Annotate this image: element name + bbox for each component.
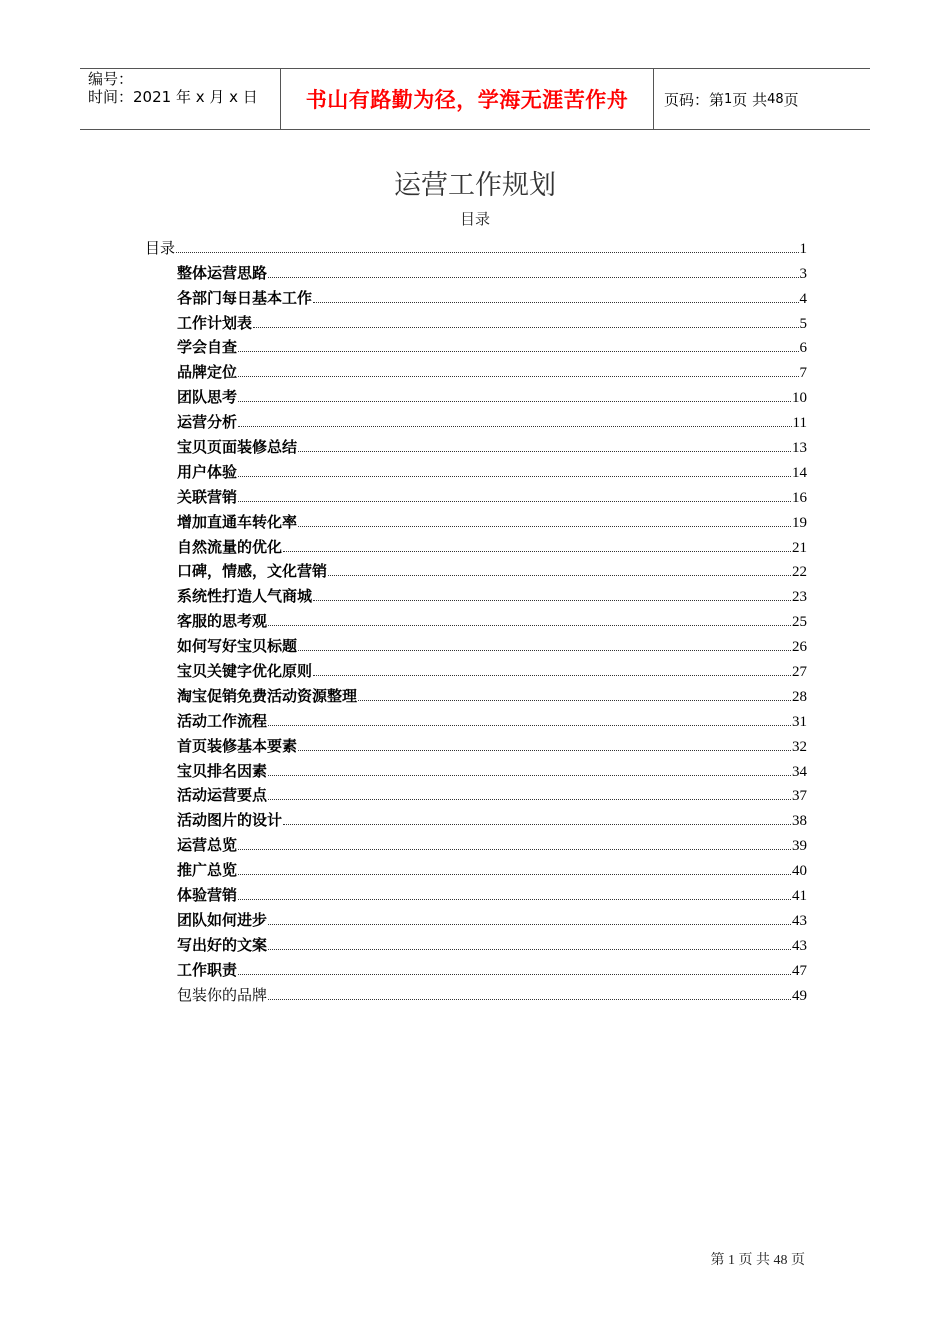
toc-entry-title: 用户体验 [177,462,238,481]
page-header [80,68,870,130]
table-of-contents [145,233,807,1005]
toc-entry[interactable] [145,756,807,781]
toc-leader-dots [313,674,791,676]
toc-entry[interactable] [145,930,807,955]
toc-leader-dots [268,624,791,626]
toc-entry-page: 25 [792,614,807,631]
header-page-current: 1 [724,91,733,107]
toc-entry-page: 43 [792,937,807,954]
toc-entry[interactable] [145,382,807,407]
toc-entry-title: 活动工作流程 [177,711,268,730]
document-time-label: 时间：2021 年 x 月 x 日 [88,88,258,106]
toc-leader-dots [238,350,798,352]
toc-entry-page: 4 [799,290,807,307]
toc-entry-page: 31 [792,713,807,730]
toc-leader-dots [238,848,791,850]
toc-entry[interactable] [145,855,807,880]
document-title: 运营工作规划 [394,170,556,201]
toc-entry[interactable] [145,955,807,980]
toc-leader-dots [283,550,791,552]
toc-entry-page: 27 [792,664,807,681]
toc-entry[interactable] [145,407,807,432]
header-page-mid: 页 共 [732,90,768,109]
toc-entry-page: 23 [792,589,807,606]
toc-heading: 目录 [459,210,490,228]
toc-entry-page: 7 [799,365,807,382]
toc-entry-title: 自然流量的优化 [177,537,283,556]
toc-entry[interactable] [145,283,807,308]
toc-entry-page: 47 [792,962,807,979]
toc-leader-dots [238,375,798,377]
toc-leader-dots [328,574,791,576]
footer-prefix: 第 [710,1253,725,1268]
toc-leader-dots [268,724,791,726]
toc-entry[interactable] [145,656,807,681]
toc-entry[interactable] [145,631,807,656]
toc-entry-title: 写出好的文案 [177,935,268,954]
header-motto-cell [281,69,654,129]
toc-entry-title: 宝贝排名因素 [177,761,268,780]
toc-entry-title: 推广总览 [177,861,238,880]
toc-entry-title: 运营分析 [177,413,238,432]
toc-entry-page: 14 [792,464,807,481]
toc-entry-page: 21 [792,539,807,556]
toc-entry-title: 增加直通车转化率 [177,512,298,531]
header-meta [80,69,281,129]
toc-entry-title: 学会自查 [177,338,238,357]
toc-leader-dots [313,301,798,303]
toc-entry-title: 淘宝促销免费活动资源整理 [177,686,358,705]
toc-entry-title: 工作职责 [177,960,238,979]
toc-entry-title: 宝贝页面装修总结 [177,438,298,457]
toc-entry[interactable] [145,606,807,631]
toc-entry-page: 34 [792,763,807,780]
toc-entry-page: 28 [792,688,807,705]
toc-entry-page: 6 [799,340,807,357]
toc-entry[interactable] [145,880,807,905]
toc-entry-title: 工作计划表 [177,313,253,332]
toc-entry-page: 13 [792,440,807,457]
toc-entry-page: 19 [792,514,807,531]
toc-entry[interactable] [145,830,807,855]
toc-leader-dots [238,400,791,402]
toc-entry[interactable] [145,731,807,756]
toc-entry[interactable] [145,781,807,806]
toc-entry[interactable] [145,557,807,582]
toc-entry-page: 38 [792,813,807,830]
toc-leader-dots [268,774,791,776]
toc-entry[interactable] [145,507,807,532]
toc-entry-title: 各部门每日基本工作 [177,288,313,307]
toc-entry-title: 系统性打造人气商城 [177,587,313,606]
toc-entry-title: 首页装修基本要素 [177,736,298,755]
toc-entry[interactable] [145,905,807,930]
toc-leader-dots [253,326,798,328]
header-page-suffix: 页 [783,90,799,109]
toc-entry-page: 32 [792,738,807,755]
toc-entry-page: 41 [792,888,807,905]
toc-entry[interactable] [145,258,807,283]
toc-entry-page: 39 [792,838,807,855]
toc-entry-title: 宝贝关键字优化原则 [177,662,313,681]
toc-entry-title: 活动图片的设计 [177,811,283,830]
toc-entry-title: 如何写好宝贝标题 [177,637,298,656]
toc-entry[interactable] [145,706,807,731]
header-page-info [654,69,870,129]
toc-entry-title: 团队如何进步 [177,910,268,929]
toc-entry[interactable] [145,681,807,706]
toc-entry-title: 活动运营要点 [177,786,268,805]
toc-entry[interactable] [145,980,807,1005]
toc-leader-dots [298,525,791,527]
toc-entry-title: 关联营销 [177,487,238,506]
footer-current: 1 [728,1253,735,1268]
toc-entry[interactable] [145,532,807,557]
toc-entry-page: 26 [792,639,807,656]
toc-entry-page: 10 [792,390,807,407]
toc-leader-dots [298,749,791,751]
toc-leader-dots [298,450,791,452]
toc-entry-title: 包装你的品牌 [177,985,268,1004]
toc-leader-dots [298,649,791,651]
toc-entry-title: 客服的思考观 [177,612,268,631]
toc-leader-dots [238,500,791,502]
toc-entry-page: 3 [799,265,807,282]
toc-entry[interactable] [145,333,807,358]
toc-entry-title: 整体运营思路 [177,263,268,282]
page-footer [711,1249,806,1269]
toc-leader-dots [238,873,791,875]
toc-entry[interactable] [145,457,807,482]
footer-suffix: 页 [791,1253,805,1268]
toc-leader-dots [268,798,791,800]
toc-entry[interactable] [145,432,807,457]
toc-leader-dots [238,475,791,477]
toc-leader-dots [176,251,798,253]
document-number-label: 编号： [88,70,134,88]
toc-entry-page: 43 [792,912,807,929]
toc-entry-page: 5 [799,315,807,332]
toc-entry[interactable] [145,482,807,507]
header-motto: 书山有路勤为径，学海无涯苦作舟 [305,87,629,112]
toc-leader-dots [268,923,791,925]
toc-leader-dots [358,699,791,701]
toc-leader-dots [238,973,791,975]
header-page-total: 48 [767,91,784,107]
toc-leader-dots [268,276,798,278]
toc-entry[interactable] [145,357,807,382]
toc-entry[interactable] [145,581,807,606]
toc-entry-page: 40 [792,863,807,880]
toc-leader-dots [313,599,791,601]
toc-entry-page: 49 [792,987,807,1004]
toc-entry[interactable] [145,308,807,333]
toc-entry-page: 16 [792,489,807,506]
toc-leader-dots [238,425,792,427]
toc-entry-title: 品牌定位 [177,363,238,382]
toc-entry[interactable] [145,805,807,830]
toc-leader-dots [268,948,791,950]
toc-leader-dots [268,998,791,1000]
toc-leader-dots [283,823,791,825]
toc-entry-page: 22 [792,564,807,581]
footer-mid: 页 共 [738,1253,770,1268]
toc-entry-title: 团队思考 [177,388,238,407]
toc-entry-title: 目录 [145,238,176,257]
toc-entry-title: 体验营销 [177,886,238,905]
header-page-prefix: 页码：第 [664,90,725,109]
toc-entry[interactable] [145,233,807,258]
toc-entry-page: 37 [792,788,807,805]
footer-total: 48 [773,1253,788,1268]
toc-entry-title: 口碑，情感，文化营销 [177,562,328,581]
toc-entry-title: 运营总览 [177,836,238,855]
toc-entry-page: 1 [799,240,807,257]
toc-entry-page: 11 [792,415,807,432]
toc-leader-dots [238,898,791,900]
